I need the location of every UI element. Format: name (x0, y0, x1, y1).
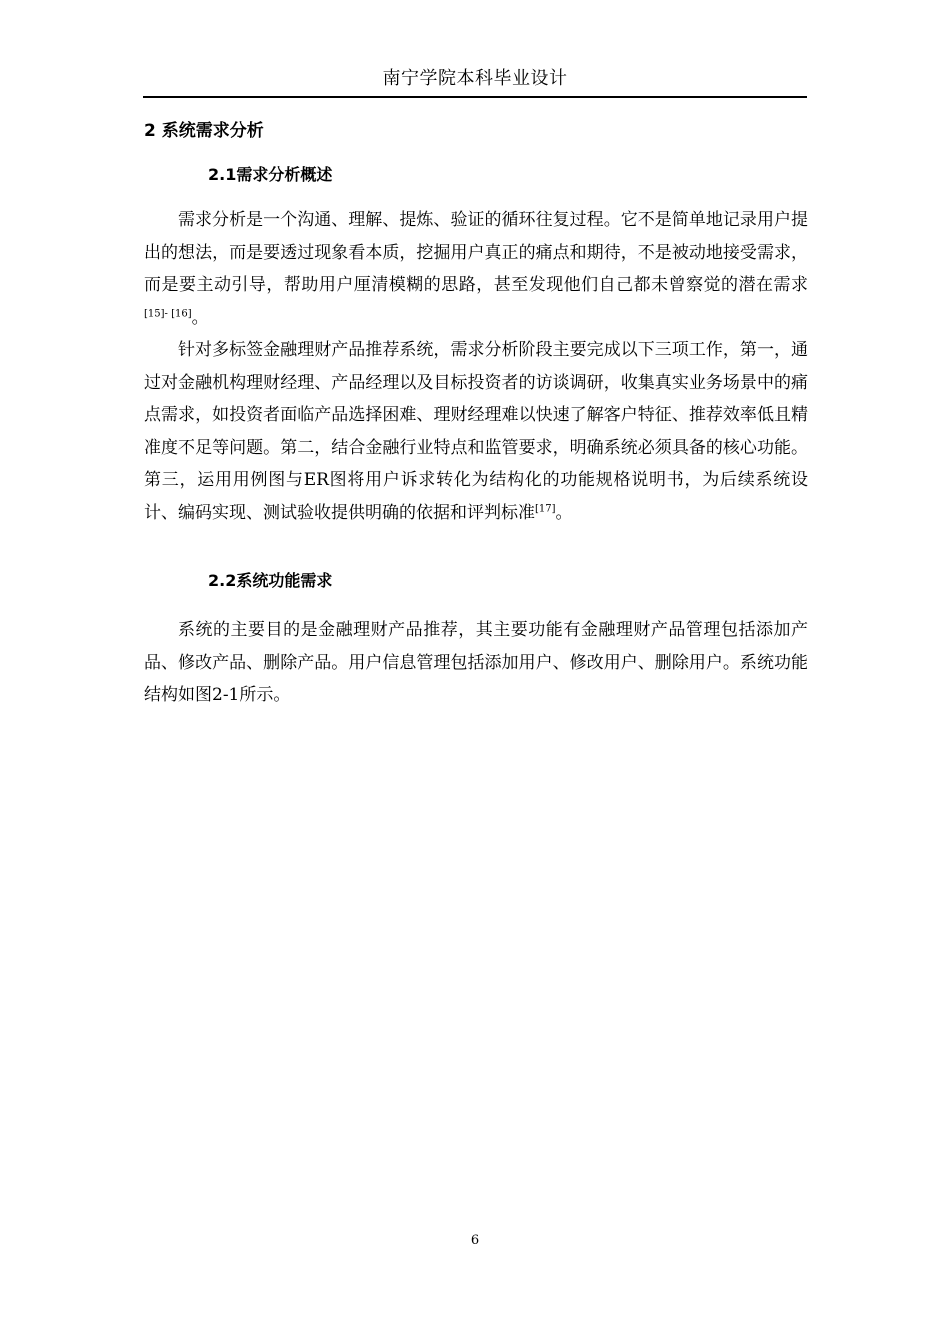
header-title: 南宁学院本科毕业设计 (382, 68, 568, 89)
citation-reference: [17] (535, 502, 556, 514)
paragraph-requirements-overview (144, 204, 808, 334)
section-heading: 2 系统需求分析 (144, 121, 264, 141)
citation-reference: [15]- [16] (144, 307, 192, 319)
page-header (143, 64, 807, 98)
paragraph-text: 针对多标签金融理财产品推荐系统，需求分析阶段主要完成以下三项工作，第一，通过对金融机构理财经理、产品经理以及目标投资者的访谈调研，收集真实业务场景中的痛点需求，如投资者面临产品选择困难、理财经理难以快速了解客户特征、推荐效率低且精准度不足等问题。第二，结合金融行业特点和监管要求，明确系统必须具备的核心功能。第三，运用用例图与ER图将用户诉求转化为结构化的功能规格说明书，为后续系统设计、编码实现、测试验收提供明确的依据和评判标准 (144, 340, 808, 523)
paragraph-analysis-tasks (144, 334, 808, 529)
subsection-heading-2-2: 2.2系统功能需求 (208, 571, 333, 590)
paragraph-text: 需求分析是一个沟通、理解、提炼、验证的循环往复过程。它不是简单地记录用户提出的想法，而是要透过现象看本质，挖掘用户真正的痛点和期待，不是被动地接受需求，而是要主动引导，帮助用户厘清模糊的思路，甚至发现他们自己都未曾察觉的潜在需求 (144, 210, 808, 295)
paragraph-functional-requirements (144, 614, 808, 712)
paragraph-end: 。 (191, 307, 209, 328)
paragraph-text: 系统的主要目的是金融理财产品推荐，其主要功能有金融理财产品管理包括添加产品、修改产品、删除产品。用户信息管理包括添加用户、修改用户、删除用户。系统功能结构如图2-1所示。 (144, 620, 808, 705)
subsection-heading-2-1: 2.1需求分析概述 (208, 165, 333, 184)
paragraph-end: 。 (555, 502, 573, 523)
page-number: 6 (470, 1233, 480, 1248)
